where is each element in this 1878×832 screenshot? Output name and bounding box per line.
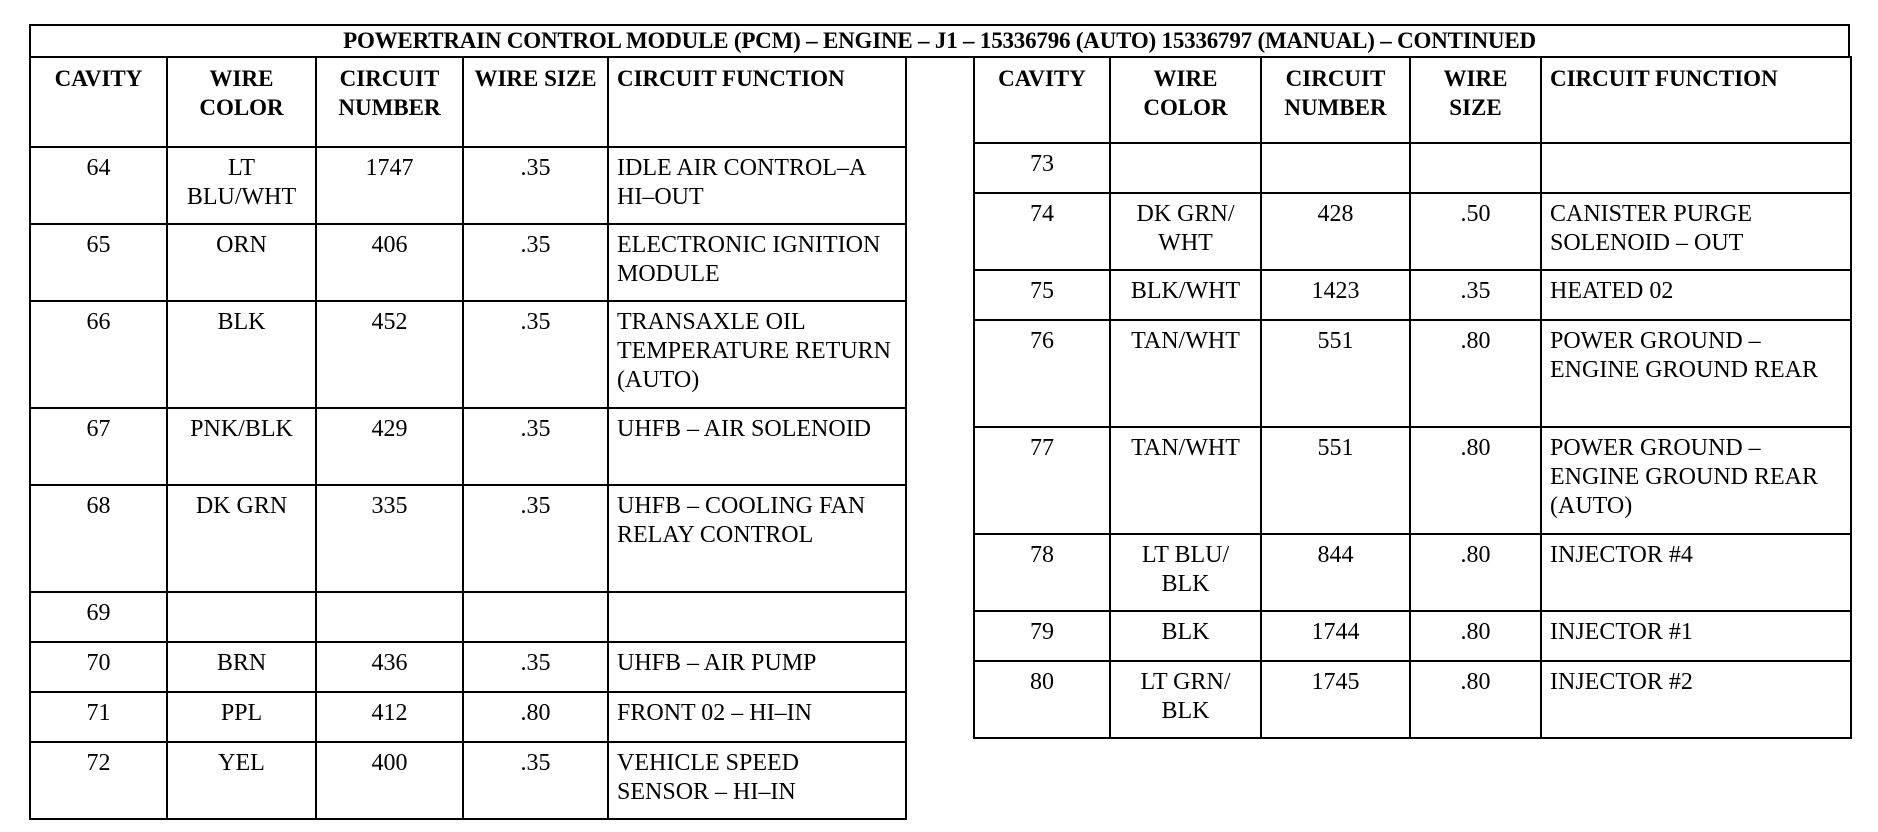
table-row	[974, 534, 1851, 611]
cavity-cell: 74	[974, 193, 1110, 270]
wire-color-cell: PPL	[167, 692, 316, 742]
circuit-number-cell: 1744	[1261, 611, 1410, 661]
table-row	[30, 224, 906, 301]
circuit-number-cell: 551	[1261, 427, 1410, 534]
left-header-row	[30, 57, 906, 147]
wire-size-cell: .35	[463, 642, 608, 692]
cavity-cell: 76	[974, 320, 1110, 427]
table-row	[30, 692, 906, 742]
wire-color-cell: DK GRN/ WHT	[1110, 193, 1261, 270]
circuit-function-cell: POWER GROUND – ENGINE GROUND REAR (AUTO)	[1541, 427, 1851, 534]
wire-size-cell: .35	[463, 408, 608, 485]
wire-size-cell: .80	[1410, 427, 1541, 534]
table-row	[30, 592, 906, 642]
circuit-number-cell: 551	[1261, 320, 1410, 427]
wire-color-cell: DK GRN	[167, 485, 316, 592]
circuit-number-cell: 335	[316, 485, 463, 592]
wire-color-cell: LT GRN/ BLK	[1110, 661, 1261, 738]
table-row	[30, 301, 906, 408]
circuit-function-cell	[1541, 143, 1851, 193]
table-row	[30, 485, 906, 592]
right-header-row	[974, 57, 1851, 143]
wire-size-cell	[1410, 143, 1541, 193]
right-pinout-table	[973, 56, 1852, 739]
circuit-function-cell: VEHICLE SPEED SENSOR – HI–IN	[608, 742, 906, 819]
circuit-function-cell: UHFB – AIR PUMP	[608, 642, 906, 692]
wire-size-cell: .80	[1410, 611, 1541, 661]
wire-size-cell: .80	[1410, 534, 1541, 611]
wire-size-header: WIRE SIZE	[1410, 57, 1541, 143]
table-row	[974, 193, 1851, 270]
table-row	[974, 427, 1851, 534]
wire-size-cell: .80	[463, 692, 608, 742]
cavity-header: CAVITY	[30, 57, 167, 147]
circuit-function-cell: FRONT 02 – HI–IN	[608, 692, 906, 742]
circuit-function-cell: ELECTRONIC IGNITION MODULE	[608, 224, 906, 301]
circuit-number-cell: 452	[316, 301, 463, 408]
wire-color-cell: YEL	[167, 742, 316, 819]
wire-size-cell: .80	[1410, 320, 1541, 427]
wire-color-cell: LT BLU/WHT	[167, 147, 316, 224]
circuit-number-cell: 428	[1261, 193, 1410, 270]
circuit-function-cell: TRANSAXLE OIL TEMPERATURE RETURN (AUTO)	[608, 301, 906, 408]
circuit-function-cell: UHFB – AIR SOLENOID	[608, 408, 906, 485]
wire-color-header: WIRE COLOR	[167, 57, 316, 147]
cavity-cell: 73	[974, 143, 1110, 193]
circuit-function-cell: CANISTER PURGE SOLENOID – OUT	[1541, 193, 1851, 270]
table-row	[974, 661, 1851, 738]
cavity-cell: 71	[30, 692, 167, 742]
circuit-number-cell: 1423	[1261, 270, 1410, 320]
cavity-cell: 69	[30, 592, 167, 642]
circuit-function-cell: UHFB – COOLING FAN RELAY CONTROL	[608, 485, 906, 592]
wire-size-cell	[463, 592, 608, 642]
cavity-cell: 68	[30, 485, 167, 592]
document-title: POWERTRAIN CONTROL MODULE (PCM) – ENGINE – J1 – 15336796 (AUTO) 15336797 (MANUAL) – CONTINUED	[29, 24, 1850, 58]
circuit-function-header: CIRCUIT FUNCTION	[1541, 57, 1851, 143]
wire-color-cell: BLK	[167, 301, 316, 408]
circuit-function-cell: INJECTOR #1	[1541, 611, 1851, 661]
circuit-number-header: CIRCUIT NUMBER	[316, 57, 463, 147]
table-row	[974, 143, 1851, 193]
wire-color-cell: BLK/WHT	[1110, 270, 1261, 320]
table-row	[30, 642, 906, 692]
circuit-number-cell: 844	[1261, 534, 1410, 611]
wire-color-cell: TAN/WHT	[1110, 320, 1261, 427]
cavity-cell: 70	[30, 642, 167, 692]
cavity-cell: 77	[974, 427, 1110, 534]
circuit-number-cell	[1261, 143, 1410, 193]
wire-size-cell: .50	[1410, 193, 1541, 270]
circuit-function-cell: INJECTOR #4	[1541, 534, 1851, 611]
circuit-function-cell	[608, 592, 906, 642]
wire-size-cell: .35	[463, 742, 608, 819]
circuit-number-header: CIRCUIT NUMBER	[1261, 57, 1410, 143]
table-row	[30, 408, 906, 485]
circuit-function-header: CIRCUIT FUNCTION	[608, 57, 906, 147]
cavity-cell: 67	[30, 408, 167, 485]
wire-color-cell: ORN	[167, 224, 316, 301]
wire-color-cell	[167, 592, 316, 642]
cavity-cell: 80	[974, 661, 1110, 738]
wire-size-cell: .80	[1410, 661, 1541, 738]
circuit-number-cell: 429	[316, 408, 463, 485]
cavity-cell: 75	[974, 270, 1110, 320]
circuit-function-cell: HEATED 02	[1541, 270, 1851, 320]
cavity-cell: 72	[30, 742, 167, 819]
wire-size-cell: .35	[463, 147, 608, 224]
table-row	[974, 320, 1851, 427]
circuit-function-cell: INJECTOR #2	[1541, 661, 1851, 738]
cavity-cell: 78	[974, 534, 1110, 611]
wire-size-header: WIRE SIZE	[463, 57, 608, 147]
circuit-number-cell	[316, 592, 463, 642]
wire-color-cell: BRN	[167, 642, 316, 692]
circuit-number-cell: 1745	[1261, 661, 1410, 738]
wire-color-cell	[1110, 143, 1261, 193]
cavity-cell: 65	[30, 224, 167, 301]
wire-color-cell: LT BLU/ BLK	[1110, 534, 1261, 611]
wire-color-header: WIRE COLOR	[1110, 57, 1261, 143]
cavity-cell: 66	[30, 301, 167, 408]
cavity-cell: 64	[30, 147, 167, 224]
circuit-function-cell: IDLE AIR CONTROL–A HI–OUT	[608, 147, 906, 224]
circuit-number-cell: 412	[316, 692, 463, 742]
table-row	[974, 611, 1851, 661]
circuit-number-cell: 1747	[316, 147, 463, 224]
left-pinout-table	[29, 56, 907, 820]
cavity-cell: 79	[974, 611, 1110, 661]
wire-color-cell: TAN/WHT	[1110, 427, 1261, 534]
table-row	[974, 270, 1851, 320]
wire-size-cell: .35	[463, 485, 608, 592]
cavity-header: CAVITY	[974, 57, 1110, 143]
wire-size-cell: .35	[463, 224, 608, 301]
wire-color-cell: BLK	[1110, 611, 1261, 661]
wire-size-cell: .35	[463, 301, 608, 408]
wire-size-cell: .35	[1410, 270, 1541, 320]
table-row	[30, 742, 906, 819]
circuit-number-cell: 400	[316, 742, 463, 819]
circuit-number-cell: 406	[316, 224, 463, 301]
wire-color-cell: PNK/BLK	[167, 408, 316, 485]
circuit-number-cell: 436	[316, 642, 463, 692]
table-row	[30, 147, 906, 224]
circuit-function-cell: POWER GROUND – ENGINE GROUND REAR	[1541, 320, 1851, 427]
